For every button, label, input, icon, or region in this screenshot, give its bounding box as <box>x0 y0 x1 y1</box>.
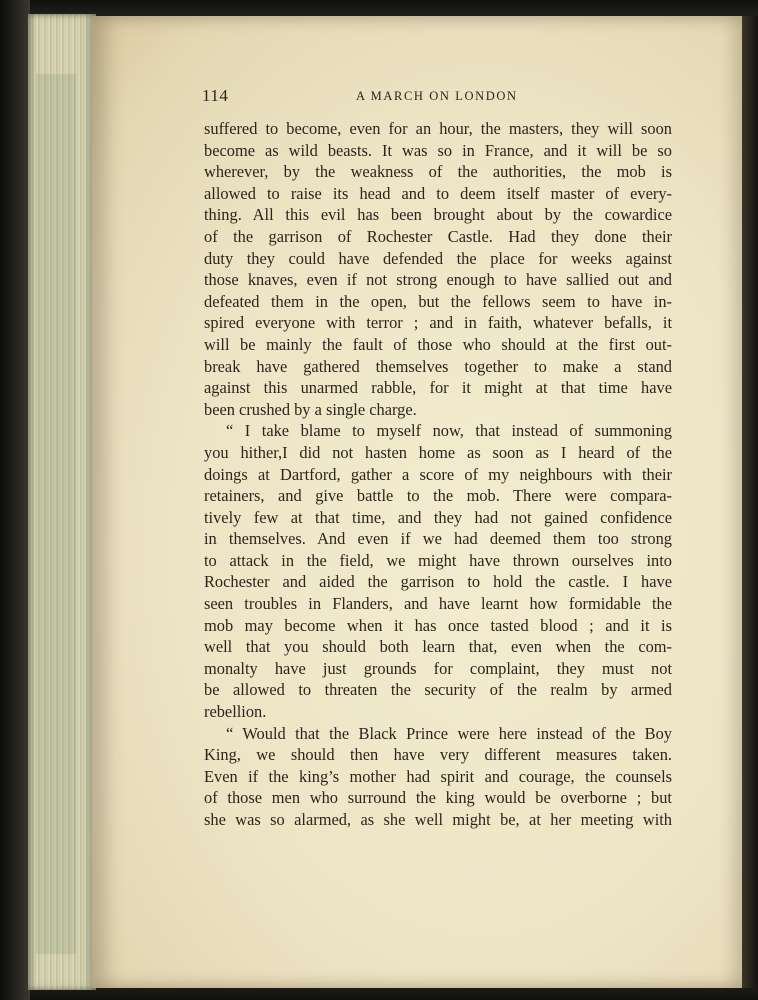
book-spine-edge <box>0 0 30 1000</box>
text-line: of the garrison of Rochester Castle. Had they done their <box>204 226 672 246</box>
text-line: allowed to raise its head and to deem itself master of every- <box>204 183 672 203</box>
text-line: King, we should then have very different measures taken. <box>204 745 672 765</box>
text-line: defeated them in the open, but the fellows seem to have in- <box>204 291 672 311</box>
text-line: mob may become when it has once tasted blood ; and it is <box>204 615 672 635</box>
text-line: in themselves. And even if we had deemed them too strong <box>204 529 672 549</box>
page-number: 114 <box>202 86 229 105</box>
text-line: tively few at that time, and they had not gained confidence <box>204 507 672 527</box>
text-line: against this unarmed rabble, for it might at that time have <box>204 378 672 398</box>
text-line: Even if the king’s mother had spirit and courage, the counsels <box>204 766 672 786</box>
text-line: spired everyone with terror ; and in faith, whatever befalls, it <box>204 313 672 333</box>
text-line: be allowed to threaten the security of the realm by armed <box>204 680 672 700</box>
text-line: retainers, and give battle to the mob. There were compara- <box>204 486 672 506</box>
text-line: break have gathered themselves together to make a stand <box>204 356 672 376</box>
text-line: Rochester and aided the garrison to hold the castle. I have <box>204 572 672 592</box>
text-line: well that you should both learn that, even when the com- <box>204 637 672 657</box>
page-header <box>202 84 672 110</box>
page-shadow-edge <box>742 16 758 988</box>
text-line: those knaves, even if not strong enough to have sallied out and <box>204 270 672 290</box>
running-head: A MARCH ON LONDON <box>356 89 518 103</box>
page-edges <box>28 14 96 990</box>
text-line: will be mainly the fault of those who should at the first out- <box>204 334 672 354</box>
text-line: to attack in the field, we might have thrown ourselves into <box>204 550 672 570</box>
text-line: “ Would that the Black Prince were here instead of the Boy <box>226 723 672 743</box>
text-line: been crushed by a single charge. <box>204 399 417 419</box>
body-text <box>204 118 672 831</box>
text-line: seen troubles in Flanders, and have learnt how formidable the <box>204 594 672 614</box>
text-line: rebellion. <box>204 702 267 722</box>
text-line: of those men who surround the king would be overborne ; but <box>204 788 672 808</box>
text-line: doings at Dartford, gather a score of my neighbours with their <box>204 464 672 484</box>
text-line: thing. All this evil has been brought about by the cowardice <box>204 205 672 225</box>
text-line: wherever, by the weakness of the authorities, the mob is <box>204 162 672 182</box>
text-line: you hither,I did not hasten home as soon as I heard of the <box>204 442 672 462</box>
text-line: become as wild beasts. It was so in France, and it will be so <box>204 140 672 160</box>
text-line: she was so alarmed, as she well might be, at her meeting with <box>204 810 672 829</box>
text-line: suffered to become, even for an hour, the masters, they will soon <box>204 119 672 138</box>
text-line: duty they could have defended the place for weeks against <box>204 248 672 268</box>
text-line: monalty have just grounds for complaint, they must not <box>204 658 672 678</box>
text-line: “ I take blame to myself now, that instead of summoning <box>226 421 672 441</box>
